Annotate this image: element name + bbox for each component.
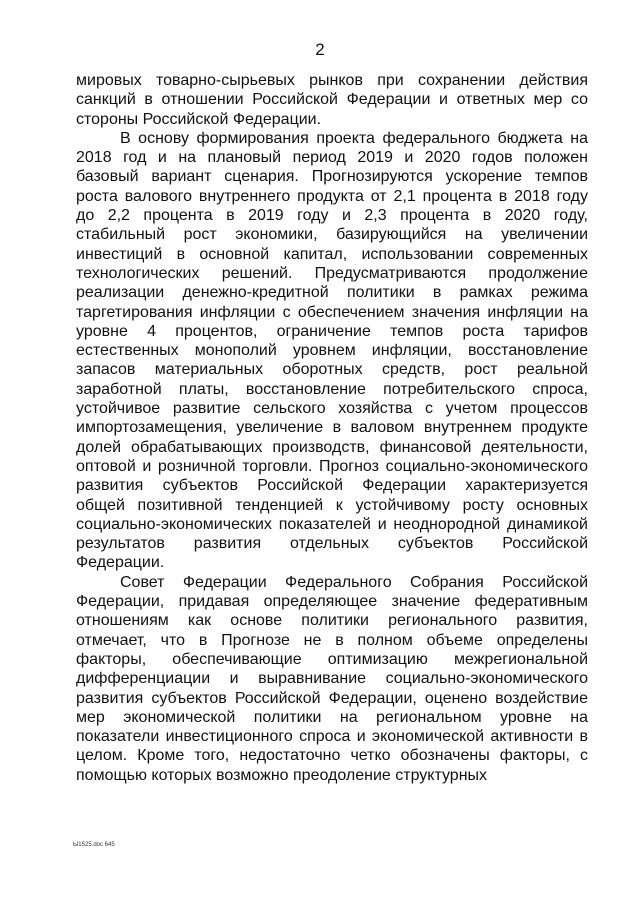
text-line: оптовой и розничной торговли. Прогноз социально-экономического bbox=[76, 457, 588, 475]
text-line: Совет Федерации Федерального Собрания Российской bbox=[120, 573, 588, 591]
text-line: инвестиций в основной капитал, использовании современных bbox=[76, 245, 588, 263]
paragraph-1 bbox=[76, 71, 588, 129]
text-line: дифференциации и выравнивание социально-экономического bbox=[76, 670, 588, 688]
text-line: роста валового внутреннего продукта от 2,1 процента в 2018 году bbox=[76, 187, 588, 205]
text-line: запасов материальных оборотных средств, рост реальной bbox=[76, 361, 588, 379]
text-line: мировых товарно-сырьевых рынков при сохранении действия bbox=[76, 72, 588, 89]
paragraph-3 bbox=[76, 573, 588, 785]
page-number: 2 bbox=[315, 40, 325, 59]
text-line: санкций в отношении Российской Федерации и ответных мер со bbox=[76, 91, 588, 109]
text-line: социально-экономических показателей и неоднородной динамикой bbox=[76, 515, 588, 533]
text-line: мер экономической политики на региональном уровне на bbox=[76, 708, 588, 726]
text-line: реализации денежно-кредитной политики в рамках режима bbox=[76, 284, 588, 302]
text-line: долей обрабатывающих производств, финансовой деятельности, bbox=[76, 438, 588, 456]
text-line: до 2,2 процента в 2019 году и 2,3 процента в 2020 году, bbox=[76, 207, 588, 225]
text-line: результатов развития отдельных субъектов Российской bbox=[76, 535, 588, 553]
text-line: стабильный рост экономики, базирующийся на увеличении bbox=[76, 226, 588, 244]
text-line: устойчивое развитие сельского хозяйства с учетом процессов bbox=[76, 400, 588, 418]
text-line: импортозамещения, увеличение в валовом внутреннем продукте bbox=[76, 419, 588, 437]
text-line: Федерации, придавая определяющее значение федеративным bbox=[76, 593, 588, 611]
text-line: отношениям как основе политики регионального развития, bbox=[76, 612, 588, 630]
text-line: развития субъектов Российской Федерации, оценено воздействие bbox=[76, 689, 588, 707]
text-line: общей позитивной тенденцией к устойчивому росту основных bbox=[76, 496, 588, 514]
text-line: развития субъектов Российской Федерации характеризуется bbox=[76, 477, 588, 495]
text-line: показатели инвестиционного спроса и экономической активности в bbox=[76, 728, 588, 746]
text-line: Федерации. bbox=[76, 554, 165, 572]
text-line: уровне 4 процентов, ограничение темпов роста тарифов bbox=[76, 322, 588, 340]
text-line: факторы, обеспечивающие оптимизацию межрегиональной bbox=[76, 650, 588, 668]
footer-document-code: Ы1525.doc 645 bbox=[73, 842, 115, 848]
paragraph-2 bbox=[76, 129, 588, 573]
text-line: В основу формирования проекта федерального бюджета на bbox=[120, 129, 588, 147]
text-line: заработной платы, восстановление потребительского спроса, bbox=[76, 380, 588, 398]
text-line: помощью которых возможно преодоление структурных bbox=[76, 766, 488, 784]
text-line: естественных монополий уровнем инфляции, восстановление bbox=[76, 342, 588, 360]
text-line: целом. Кроме того, недостаточно четко обозначены факторы, с bbox=[76, 747, 588, 765]
document-body bbox=[76, 71, 588, 785]
text-line: стороны Российской Федерации. bbox=[76, 110, 322, 128]
text-line: 2018 год и на плановый период 2019 и 2020 годов положен bbox=[76, 149, 588, 167]
text-line: технологических решений. Предусматриваются продолжение bbox=[76, 264, 588, 282]
text-line: базовый вариант сценария. Прогнозируются ускорение темпов bbox=[76, 168, 588, 186]
text-line: таргетирования инфляции с обеспечением значения инфляции на bbox=[76, 303, 588, 321]
text-line: отмечает, что в Прогнозе не в полном объеме определены bbox=[76, 631, 588, 649]
